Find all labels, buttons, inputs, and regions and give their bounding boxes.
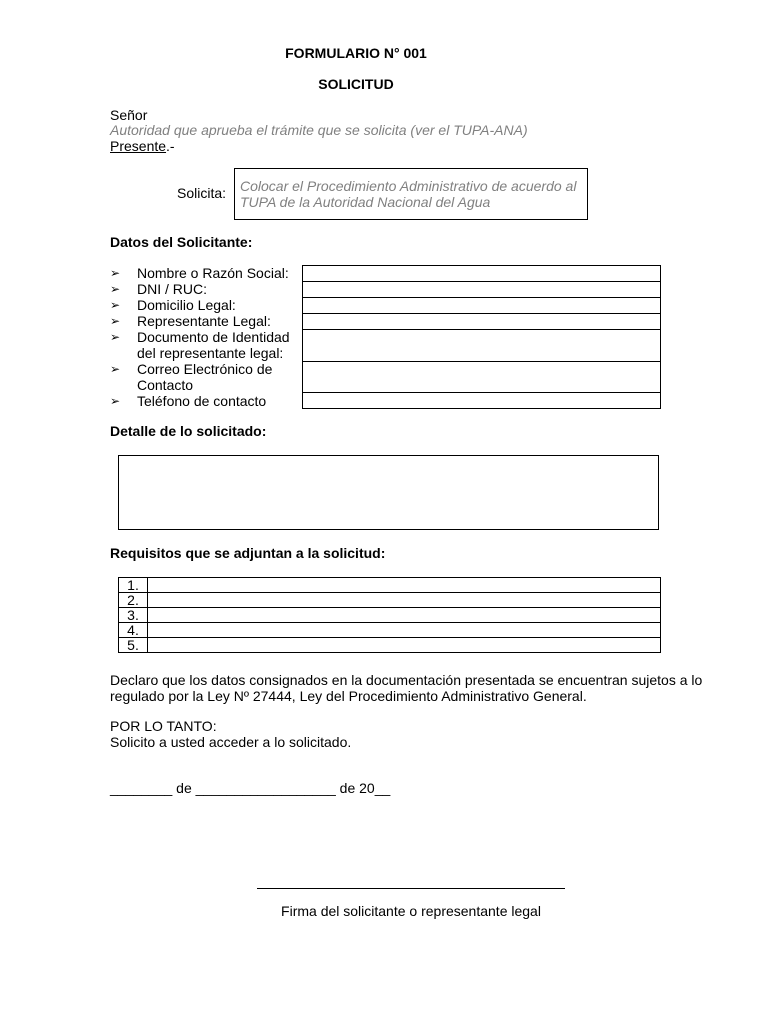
requirement-input[interactable]: [148, 638, 661, 653]
field-label: Domicilio Legal:: [137, 297, 236, 313]
requirement-number: 1.: [119, 578, 148, 593]
requirement-input[interactable]: [148, 623, 661, 638]
field-label: Representante Legal:: [137, 313, 271, 329]
solicita-label: Solicita:: [177, 185, 227, 201]
table-row: [119, 593, 661, 608]
email-input[interactable]: [302, 361, 661, 393]
arrow-bullet-icon: ➢: [110, 362, 121, 376]
requirement-input[interactable]: [148, 593, 661, 608]
detail-textarea[interactable]: [118, 455, 659, 530]
requirement-number: 5.: [119, 638, 148, 653]
field-label: Teléfono de contacto: [137, 393, 267, 409]
dni-input[interactable]: [302, 281, 661, 298]
form-subtitle: SOLICITUD: [318, 76, 394, 92]
detail-heading: Detalle de lo solicitado:: [110, 423, 267, 439]
arrow-bullet-icon: ➢: [110, 314, 121, 328]
declaration-text: Declaro que los datos consignados en la documentación presentada se encuentran sujetos a lo regulado por la Ley Nº 27444, Ley del Procedimiento Administrativo General.: [110, 672, 703, 704]
closing-line-2: Solicito a usted acceder a lo solicitado.: [110, 734, 352, 750]
arrow-bullet-icon: ➢: [110, 394, 121, 408]
requirement-number: 4.: [119, 623, 148, 638]
authority-placeholder: Autoridad que aprueba el trámite que se solicita (ver el TUPA-ANA): [110, 122, 528, 138]
arrow-bullet-icon: ➢: [110, 266, 121, 280]
requirement-input[interactable]: [148, 578, 661, 593]
date-line[interactable]: ________ de __________________ de 20__: [110, 780, 391, 796]
table-row: [119, 608, 661, 623]
requirement-input[interactable]: [148, 608, 661, 623]
field-label: Documento de Identidad del representante legal:: [137, 329, 290, 361]
id-doc-input[interactable]: [302, 329, 661, 362]
table-row: [119, 578, 661, 593]
requirements-table: [118, 577, 661, 653]
signature-line[interactable]: [257, 888, 565, 889]
requirement-number: 3.: [119, 608, 148, 623]
representative-input[interactable]: [302, 313, 661, 330]
phone-input[interactable]: [302, 392, 661, 409]
closing-line-1: POR LO TANTO:: [110, 718, 217, 734]
arrow-bullet-icon: ➢: [110, 330, 121, 344]
solicita-box[interactable]: [234, 168, 588, 220]
field-label: DNI / RUC:: [137, 281, 207, 297]
table-row: [119, 638, 661, 653]
arrow-bullet-icon: ➢: [110, 298, 121, 312]
presente-suffix: .-: [166, 138, 175, 154]
table-row: [119, 623, 661, 638]
requirement-number: 2.: [119, 593, 148, 608]
arrow-bullet-icon: ➢: [110, 282, 121, 296]
requirements-heading: Requisitos que se adjuntan a la solicitud:: [110, 545, 386, 561]
field-label: Nombre o Razón Social:: [137, 265, 289, 281]
name-input[interactable]: [302, 265, 661, 282]
address-input[interactable]: [302, 297, 661, 314]
presente-text: Presente: [110, 138, 167, 154]
applicant-heading: Datos del Solicitante:: [110, 234, 253, 250]
solicita-placeholder: Colocar el Procedimiento Administrativo de acuerdo al TUPA de la Autoridad Nacional del Agua: [240, 178, 577, 210]
form-title: FORMULARIO N° 001: [285, 45, 427, 61]
salutation: Señor: [110, 107, 148, 123]
signature-label: Firma del solicitante o representante legal: [281, 903, 541, 919]
presente-line: [110, 138, 175, 154]
field-label: Correo Electrónico de Contacto: [137, 361, 273, 393]
